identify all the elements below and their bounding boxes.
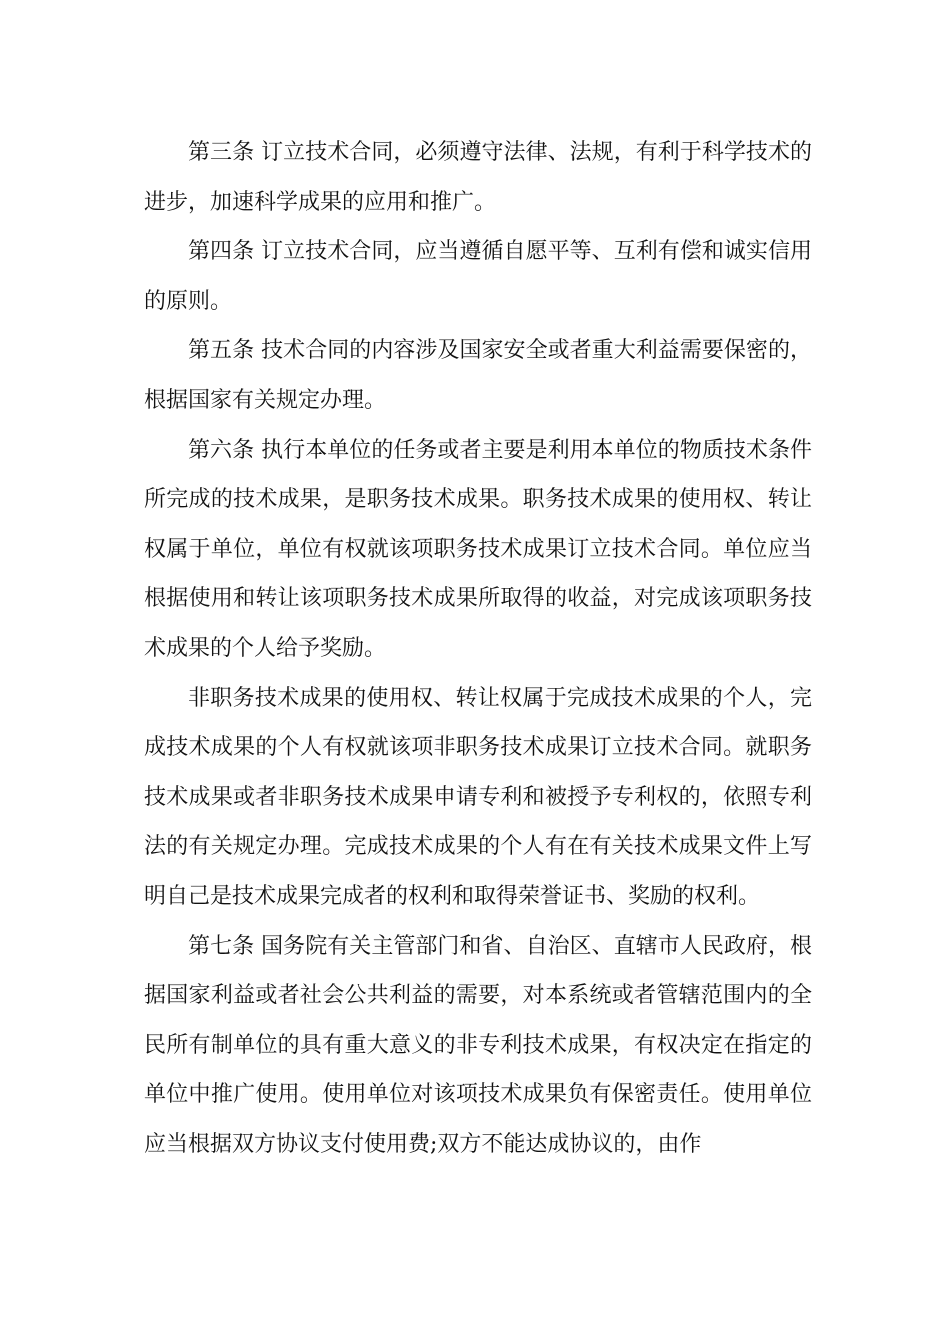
paragraph-article-4: 第四条 订立技术合同，应当遵循自愿平等、互利有偿和诚实信用的原则。 [144,239,812,314]
paragraph-article-6-non-service: 非职务技术成果的使用权、转让权属于完成技术成果的个人，完成技术成果的个人有权就该项非职务技术成果订立技术合同。就职务技术成果或者非职务技术成果申请专利和被授予专利权的，依照专利法的有关规定办理。完成技术成果的个人有在有关技术成果文件上写明自己是技术成果完成者的权利和取得荣誉证书、奖励的权利。 [144,685,812,909]
document-body [144,128,812,1169]
paragraph-article-6: 第六条 执行本单位的任务或者主要是利用本单位的物质技术条件所完成的技术成果，是职务技术成果。职务技术成果的使用权、转让权属于单位，单位有权就该项职务技术成果订立技术合同。单位应当根据使用和转让该项职务技术成果所取得的收益，对完成该项职务技术成果的个人给予奖励。 [144,437,812,661]
paragraph-article-3: 第三条 订立技术合同，必须遵守法律、法规，有利于科学技术的进步，加速科学成果的应用和推广。 [144,140,812,215]
paragraph-article-7: 第七条 国务院有关主管部门和省、自治区、直辖市人民政府，根据国家利益或者社会公共利益的需要，对本系统或者管辖范围内的全民所有制单位的具有重大意义的非专利技术成果，有权决定在指定的单位中推广使用。使用单位对该项技术成果负有保密责任。使用单位应当根据双方协议支付使用费;双方不能达成协议的，由作 [144,933,812,1157]
paragraph-article-5: 第五条 技术合同的内容涉及国家安全或者重大利益需要保密的，根据国家有关规定办理。 [144,338,812,413]
